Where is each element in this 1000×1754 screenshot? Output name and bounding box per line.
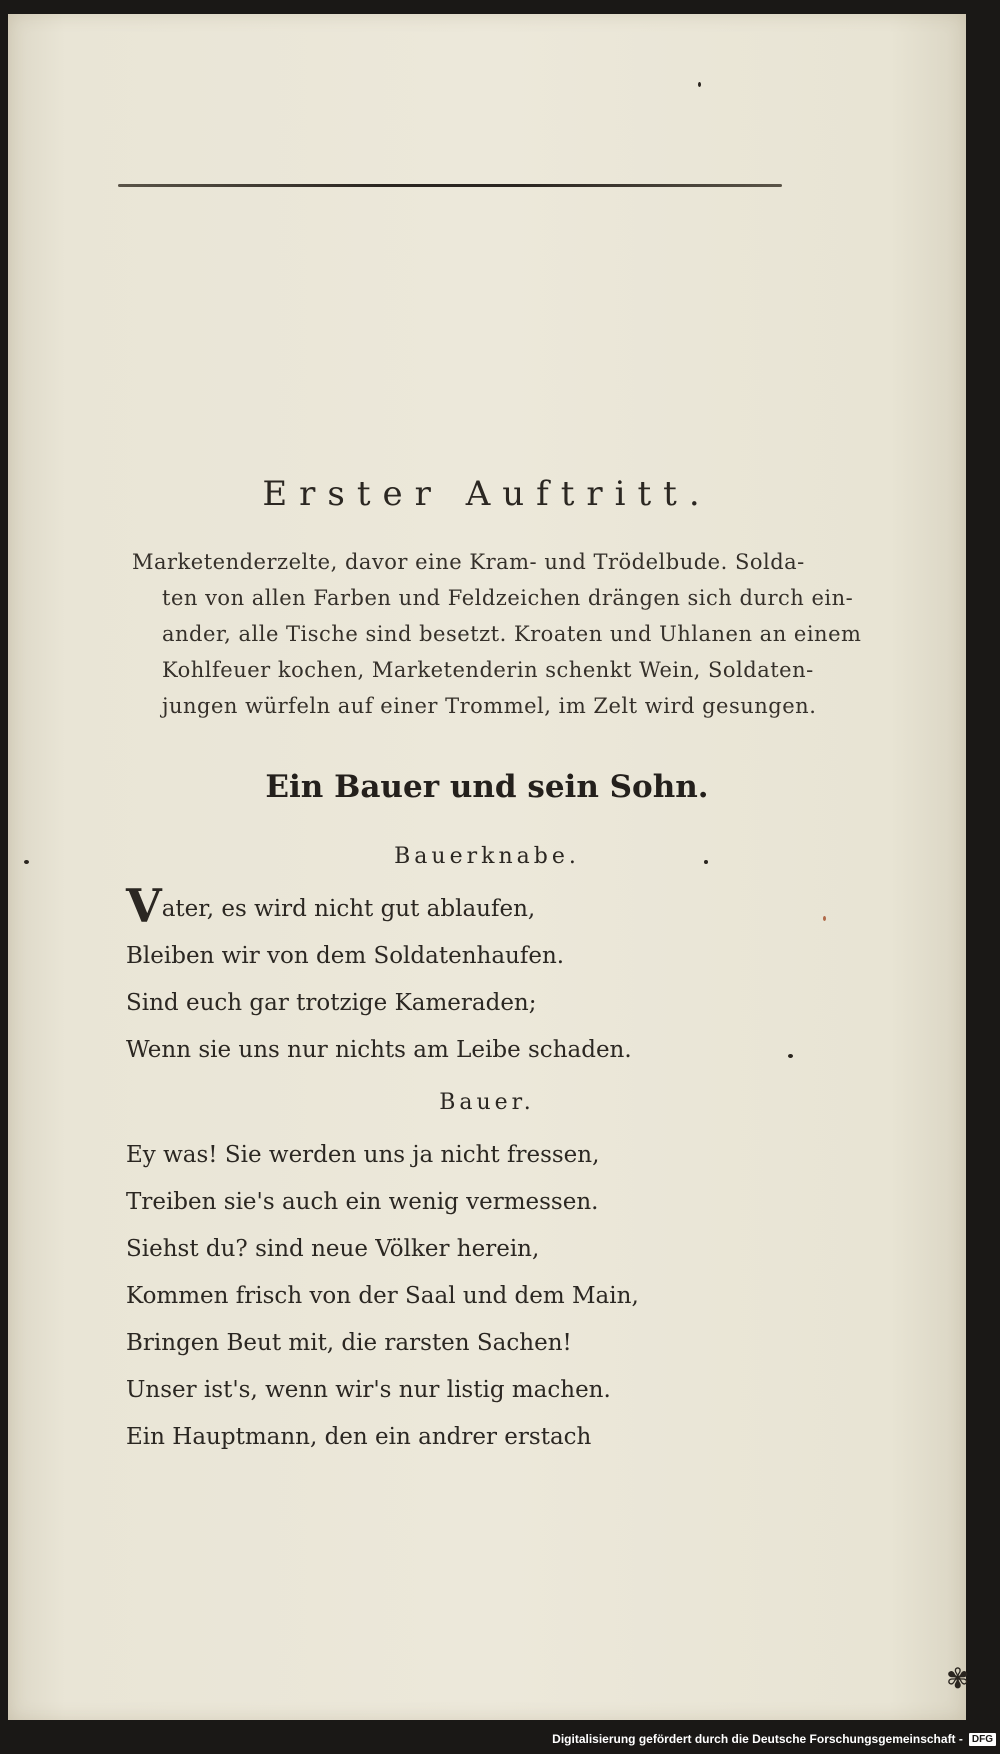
verse-line bbox=[126, 879, 826, 933]
stage-direction-line: jungen würfeln auf einer Trommel, im Zelt wird gesungen. bbox=[162, 694, 817, 718]
scene-title: Ein Bauer und sein Sohn. bbox=[265, 769, 709, 805]
ink-speck bbox=[788, 1054, 793, 1058]
ink-speck bbox=[823, 916, 826, 921]
drop-cap: V bbox=[126, 879, 162, 933]
speaker-name: Bauer. bbox=[439, 1090, 535, 1115]
ink-speck bbox=[698, 82, 701, 87]
verse-line: Siehst du? sind neue Völker herein, bbox=[126, 1236, 540, 1262]
dfg-logo-icon: DFG bbox=[969, 1733, 996, 1746]
verse-line: Ein Hauptmann, den ein andrer erstach bbox=[126, 1424, 592, 1450]
ink-speck bbox=[704, 860, 708, 864]
verse-line: Ey was! Sie werden uns ja nicht fressen, bbox=[126, 1142, 600, 1168]
digitization-footer bbox=[552, 1732, 996, 1746]
book-page bbox=[8, 14, 970, 1720]
stage-direction bbox=[132, 544, 862, 724]
decorative-rule bbox=[118, 184, 782, 187]
verse-line: Kommen frisch von der Saal und dem Main, bbox=[126, 1283, 639, 1309]
verse-line: Sind euch gar trotzige Kameraden; bbox=[126, 990, 537, 1016]
verse-block bbox=[126, 879, 826, 1074]
stage-direction-line: Kohlfeuer kochen, Marketenderin schenkt Wein, Soldaten- bbox=[162, 658, 814, 682]
verse-line: Unser ist's, wenn wir's nur listig machen. bbox=[126, 1377, 611, 1403]
scene-heading: Erster Auftritt. bbox=[262, 474, 712, 514]
verse-line: Treiben sie's auch ein wenig vermessen. bbox=[126, 1189, 599, 1215]
verse-line: Wenn sie uns nur nichts am Leibe schaden. bbox=[126, 1037, 632, 1063]
library-stamp-icon: ✾ bbox=[946, 1662, 970, 1695]
stage-direction-line: ander, alle Tische sind besetzt. Kroaten und Uhlanen an einem bbox=[162, 622, 862, 646]
stage-direction-line: ten von allen Farben und Feldzeichen drängen sich durch ein- bbox=[162, 586, 854, 610]
stage-direction-line: Marketenderzelte, davor eine Kram- und Trödelbude. Solda- bbox=[132, 550, 805, 574]
speaker-name: Bauerknabe. bbox=[394, 844, 580, 869]
footer-credit: Digitalisierung gefördert durch die Deutsche Forschungsgemeinschaft - bbox=[552, 1732, 963, 1746]
verse-line-text: ater, es wird nicht gut ablaufen, bbox=[161, 896, 536, 922]
verse-line: Bleiben wir von dem Soldatenhaufen. bbox=[126, 943, 565, 969]
ink-speck bbox=[24, 860, 29, 864]
verse-block bbox=[126, 1132, 826, 1461]
verse-line: Bringen Beut mit, die rarsten Sachen! bbox=[126, 1330, 572, 1356]
